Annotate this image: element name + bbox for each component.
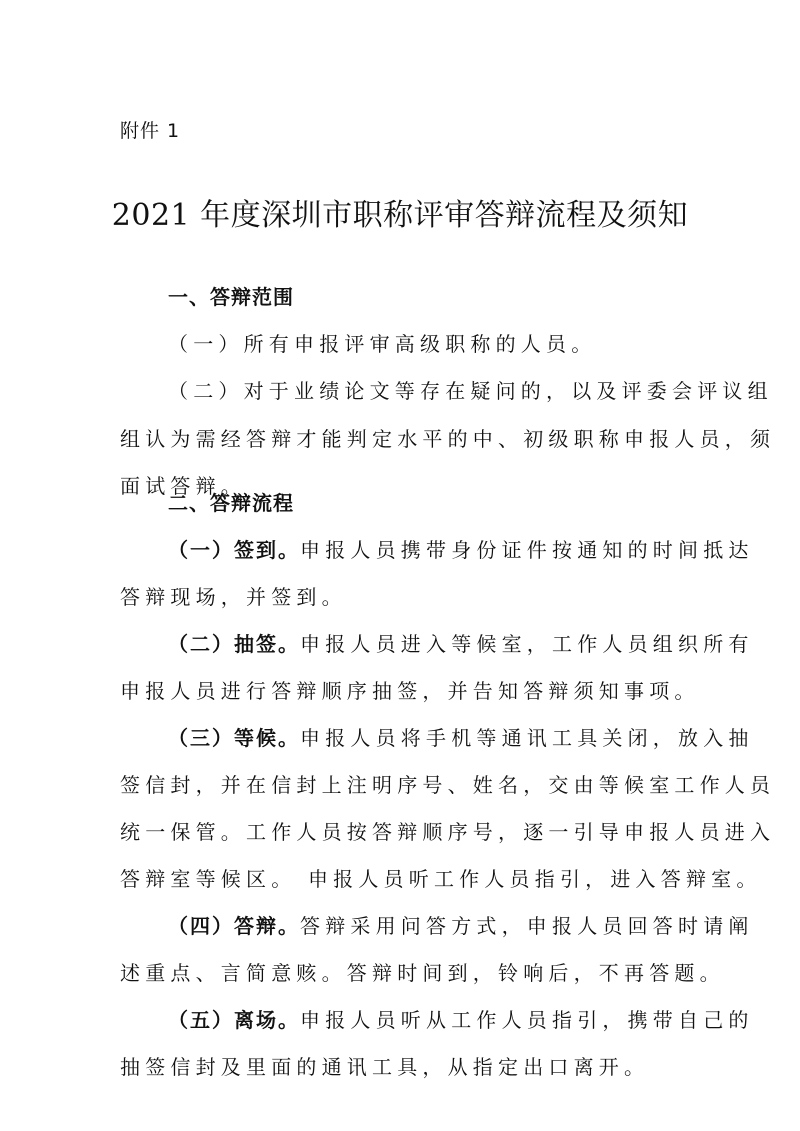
step-leave	[168, 1006, 754, 1034]
step-label: （一）签到。	[168, 538, 300, 562]
section-heading-scope: 一、答辩范围	[168, 285, 294, 309]
step-text: 申报人员将手机等通讯工具关闭，放入抽	[300, 726, 754, 750]
step-text: 申报人员携带身份证件按通知的时间抵达	[300, 538, 754, 562]
step-label: （五）离场。	[168, 1008, 300, 1032]
step-label: （四）答辩。	[168, 914, 300, 938]
paragraph-line: 答辩室等候区。 申报人员听工作人员指引，进入答辩室。	[120, 867, 762, 891]
step-label: （三）等候。	[168, 726, 300, 750]
paragraph-line: 申报人员进行答辩顺序抽签，并告知答辩须知事项。	[120, 679, 700, 703]
paragraph-line: 述重点、言简意赅。答辩时间到，铃响后，不再答题。	[120, 961, 725, 985]
paragraph-line: 抽签信封及里面的通讯工具，从指定出口离开。	[120, 1055, 650, 1079]
step-signin	[168, 536, 754, 564]
paragraph-line: （二）对于业绩论文等存在疑问的，以及评委会评议组	[168, 379, 773, 403]
step-defense	[168, 912, 754, 940]
attachment-label: 附件 1	[120, 120, 181, 142]
paragraph-line: 组认为需经答辩才能判定水平的中、初级职称申报人员，须	[120, 427, 776, 451]
paragraph-line: 面试答辩。	[120, 474, 246, 498]
document-title: 2021 年度深圳市职称评审答辩流程及须知	[111, 198, 689, 233]
step-text: 申报人员听从工作人员指引，携带自己的	[300, 1008, 754, 1032]
step-waiting	[168, 724, 754, 752]
step-text: 答辩采用问答方式，申报人员回答时请阐	[300, 914, 754, 938]
section-heading-process: 二、答辩流程	[168, 491, 294, 515]
step-draw-lots	[168, 630, 754, 658]
paragraph-line: （一）所有申报评审高级职称的人员。	[168, 332, 597, 356]
paragraph-line: 签信封，并在信封上注明序号、姓名，交由等候室工作人员	[120, 773, 776, 797]
paragraph-line: 答辩现场，并签到。	[120, 585, 347, 609]
step-text: 申报人员进入等候室，工作人员组织所有	[300, 632, 754, 656]
step-label: （二）抽签。	[168, 632, 300, 656]
paragraph-line: 统一保管。工作人员按答辩顺序号，逐一引导申报人员进入	[120, 820, 776, 844]
